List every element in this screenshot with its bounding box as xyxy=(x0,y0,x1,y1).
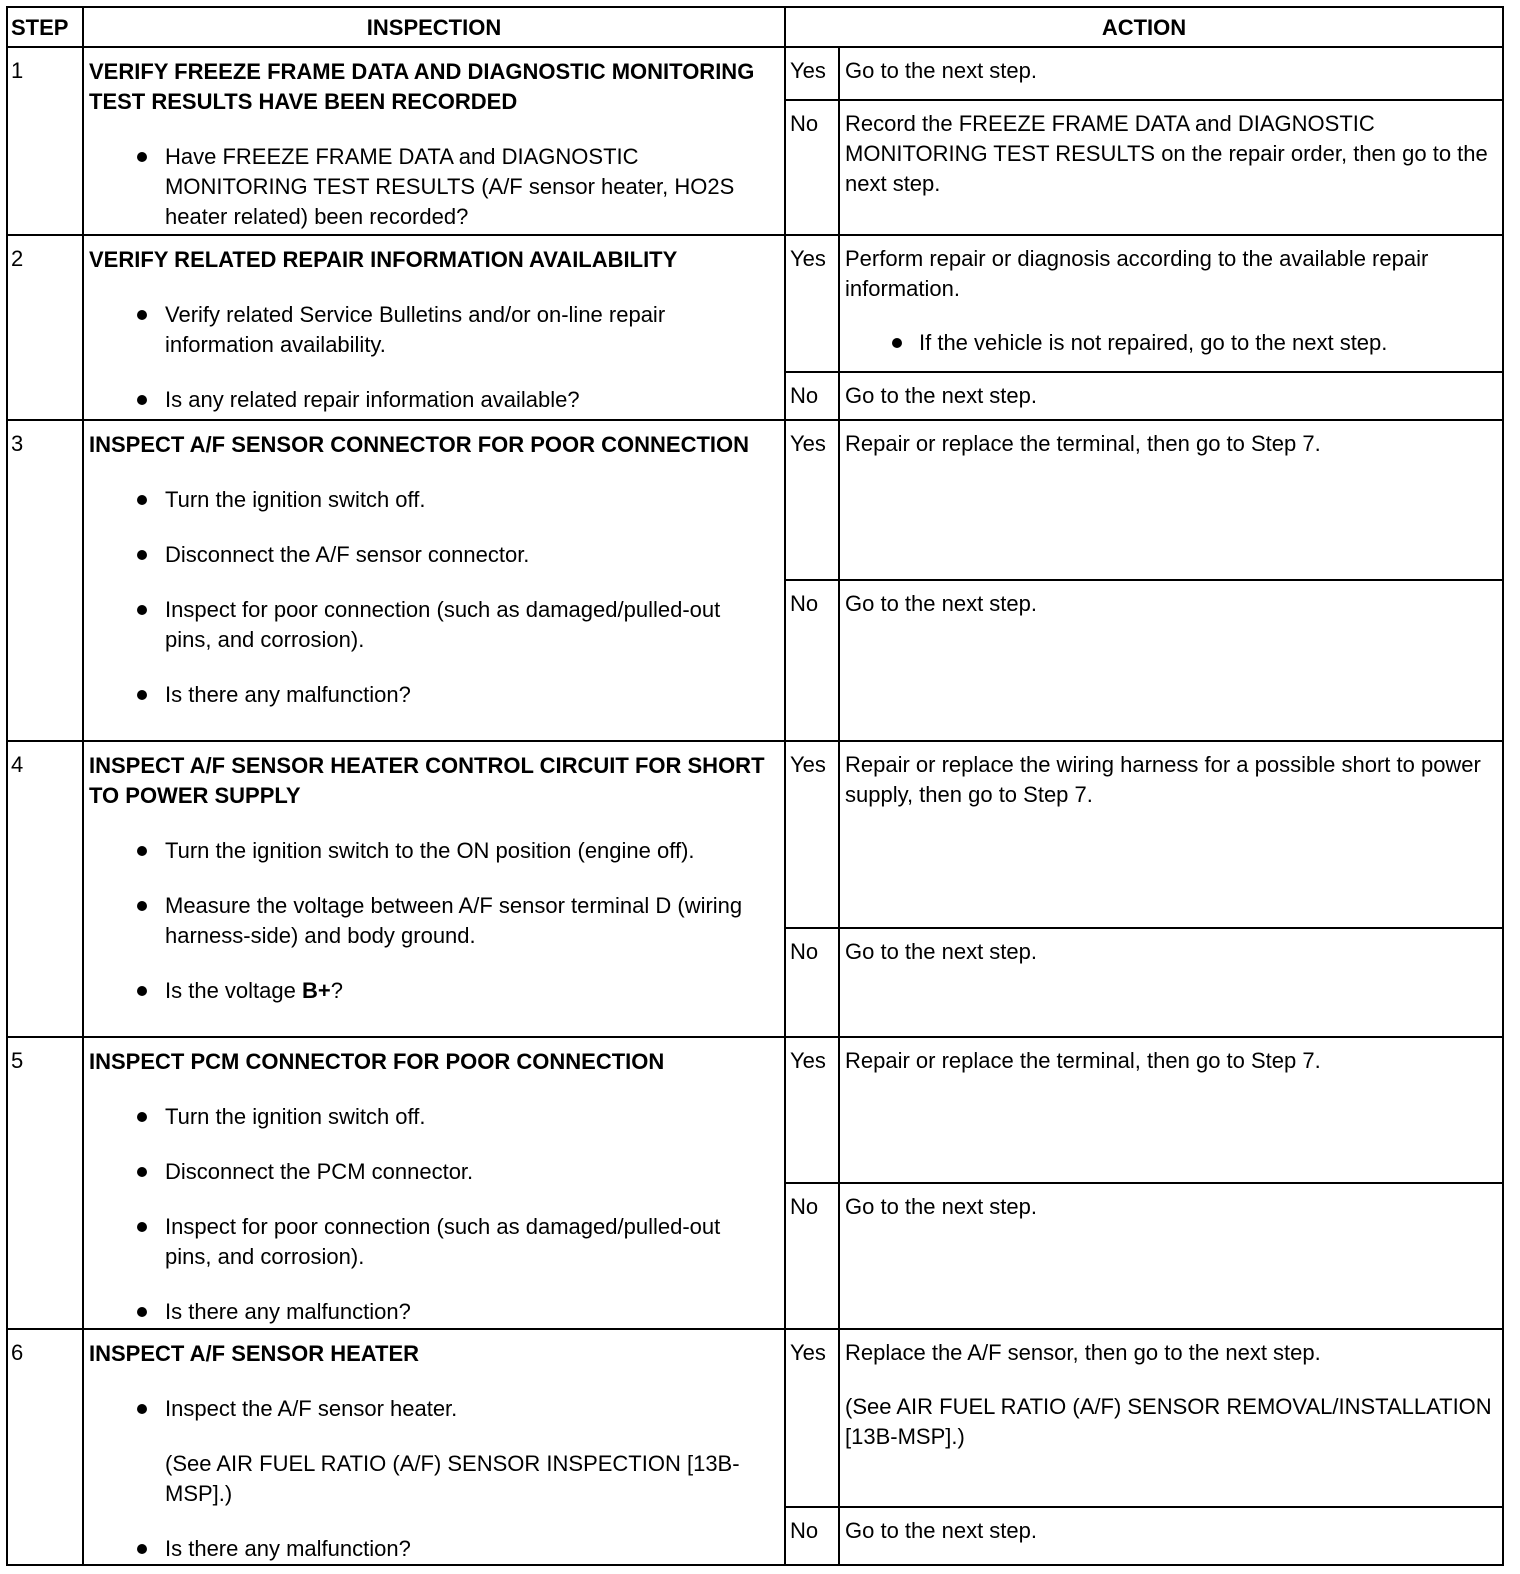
no-action: Go to the next step. xyxy=(839,1183,1503,1329)
inspection-item: Inspect for poor connection (such as damaged/pulled-out pins, and corrosion). xyxy=(89,1212,766,1272)
step-number: 2 xyxy=(7,235,83,420)
inspection-item: Turn the ignition switch off. xyxy=(89,1102,766,1132)
yes-label: Yes xyxy=(785,235,839,372)
no-label: No xyxy=(785,100,839,235)
inspection-header: INSPECTION xyxy=(83,7,785,47)
yes-action-reference: (See AIR FUEL RATIO (A/F) SENSOR REMOVAL/INSTALLATION [13B-MSP].) xyxy=(845,1394,1492,1449)
no-action: Go to the next step. xyxy=(839,372,1503,420)
header-row xyxy=(7,7,1503,47)
inspection-item: Is there any malfunction? xyxy=(89,1534,766,1564)
inspection-item: Is there any malfunction? xyxy=(89,680,766,710)
no-label: No xyxy=(785,580,839,741)
inspection-item: Disconnect the A/F sensor connector. xyxy=(89,540,766,570)
step-number: 5 xyxy=(7,1037,83,1329)
step-1-inspection xyxy=(83,47,785,235)
reference-note: (See AIR FUEL RATIO (A/F) SENSOR INSPECTION [13B-MSP].) xyxy=(165,1451,740,1506)
yes-label: Yes xyxy=(785,741,839,928)
yes-action: Replace the A/F sensor, then go to the next step. xyxy=(845,1340,1321,1365)
no-action: Record the FREEZE FRAME DATA and DIAGNOSTIC MONITORING TEST RESULTS on the repair order, then go to the next step. xyxy=(839,100,1503,235)
step-number: 1 xyxy=(7,47,83,235)
step-5-yes-row xyxy=(7,1037,1503,1183)
inspection-item: Turn the ignition switch off. xyxy=(89,485,766,515)
step-3-yes-row xyxy=(7,420,1503,580)
inspection-item: Inspect for poor connection (such as damaged/pulled-out pins, and corrosion). xyxy=(89,595,766,655)
step-number: 6 xyxy=(7,1329,83,1565)
voltage-value: B+ xyxy=(301,978,331,1003)
yes-label: Yes xyxy=(785,47,839,100)
inspection-item: Is the voltage B+? xyxy=(89,976,766,1006)
step-title: INSPECT A/F SENSOR HEATER xyxy=(89,1341,420,1366)
diagnostic-procedure-document xyxy=(6,6,1502,1566)
step-title: INSPECT A/F SENSOR CONNECTOR FOR POOR CONNECTION xyxy=(89,432,750,457)
step-2-yes-row xyxy=(7,235,1503,372)
step-6-inspection xyxy=(83,1329,785,1565)
yes-action-cell xyxy=(839,235,1503,372)
no-label: No xyxy=(785,1507,839,1565)
diagnostic-table xyxy=(6,6,1504,1566)
no-label: No xyxy=(785,372,839,420)
no-action: Go to the next step. xyxy=(839,928,1503,1037)
inspection-item: Is there any malfunction? xyxy=(89,1297,766,1327)
inspection-item: Turn the ignition switch to the ON position (engine off). xyxy=(89,836,766,866)
no-action: Go to the next step. xyxy=(839,580,1503,741)
yes-action-bullet: If the vehicle is not repaired, go to the next step. xyxy=(845,328,1498,358)
inspection-item: Verify related Service Bulletins and/or on-line repair information availability. xyxy=(89,300,766,360)
yes-label: Yes xyxy=(785,420,839,580)
step-1-yes-row xyxy=(7,47,1503,100)
yes-action: Repair or replace the wiring harness for a possible short to power supply, then go to Step 7. xyxy=(839,741,1503,928)
yes-action: Go to the next step. xyxy=(839,47,1503,100)
step-5-inspection xyxy=(83,1037,785,1329)
inspection-item: Is any related repair information available? xyxy=(89,385,766,415)
no-label: No xyxy=(785,1183,839,1329)
step-4-yes-row xyxy=(7,741,1503,928)
step-title: VERIFY RELATED REPAIR INFORMATION AVAILABILITY xyxy=(89,247,678,272)
yes-label: Yes xyxy=(785,1037,839,1183)
yes-label: Yes xyxy=(785,1329,839,1507)
step-2-inspection xyxy=(83,235,785,420)
step-3-inspection xyxy=(83,420,785,741)
yes-action: Repair or replace the terminal, then go to Step 7. xyxy=(839,420,1503,580)
step-title: INSPECT A/F SENSOR HEATER CONTROL CIRCUIT FOR SHORT TO POWER SUPPLY xyxy=(89,753,765,808)
inspection-item: Measure the voltage between A/F sensor terminal D (wiring harness-side) and body ground. xyxy=(89,891,766,951)
step-6-yes-row xyxy=(7,1329,1503,1507)
inspection-item: Inspect the A/F sensor heater. xyxy=(89,1394,766,1424)
action-header: ACTION xyxy=(785,7,1503,47)
yes-action: Repair or replace the terminal, then go to Step 7. xyxy=(839,1037,1503,1183)
yes-action: Perform repair or diagnosis according to the available repair information. xyxy=(845,246,1429,301)
inspection-item: Have FREEZE FRAME DATA and DIAGNOSTIC MONITORING TEST RESULTS (A/F sensor heater, HO2S heater related) been recorded? xyxy=(89,142,766,232)
no-action: Go to the next step. xyxy=(839,1507,1503,1565)
step-title: VERIFY FREEZE FRAME DATA AND DIAGNOSTIC MONITORING TEST RESULTS HAVE BEEN RECORDED xyxy=(89,59,755,114)
step-number: 4 xyxy=(7,741,83,1037)
yes-action-cell xyxy=(839,1329,1503,1507)
step-number: 3 xyxy=(7,420,83,741)
step-header: STEP xyxy=(7,7,83,47)
no-label: No xyxy=(785,928,839,1037)
inspection-item: Disconnect the PCM connector. xyxy=(89,1157,766,1187)
step-title: INSPECT PCM CONNECTOR FOR POOR CONNECTION xyxy=(89,1049,665,1074)
step-4-inspection xyxy=(83,741,785,1037)
